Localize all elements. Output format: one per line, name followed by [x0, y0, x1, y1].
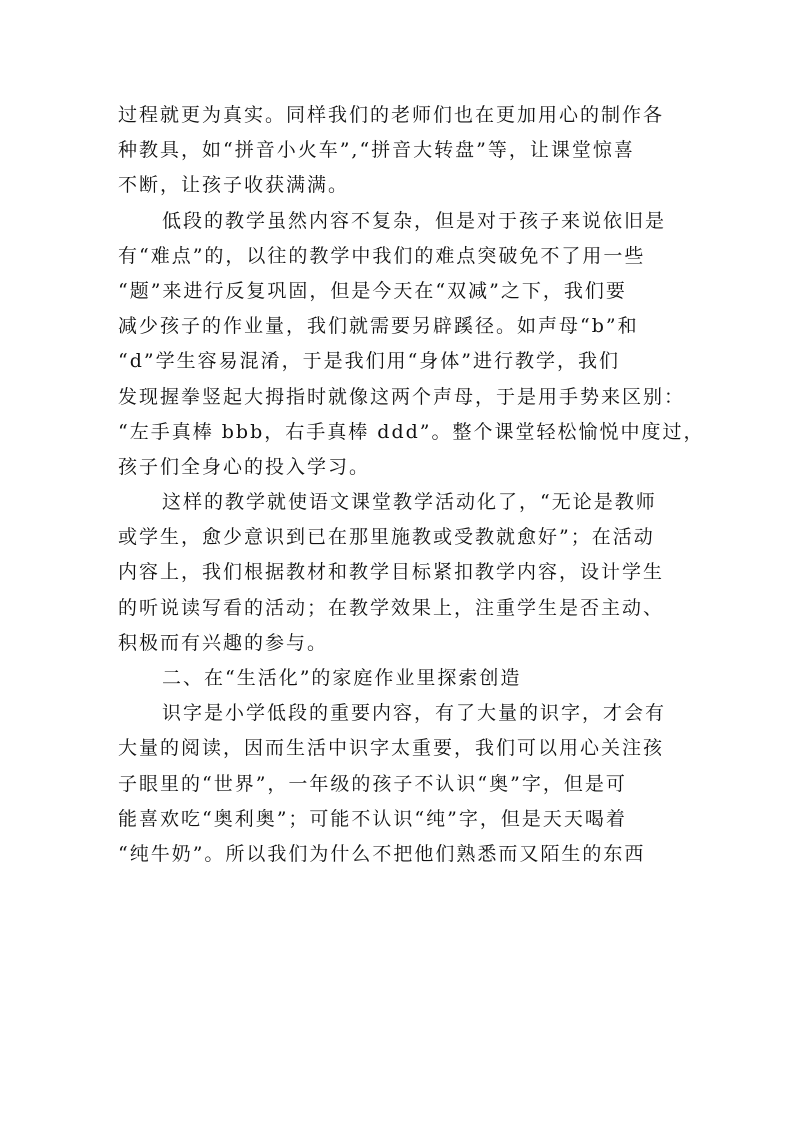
document-body	[118, 98, 705, 872]
text-line: 发现握拳竖起大拇指时就像这两个声母，于是用手势来区别：	[118, 385, 686, 408]
text-line: 大量的阅读，因而生活中识字太重要，我们可以用心关注孩	[118, 737, 665, 760]
paragraph-first-line: 低段的教学虽然内容不复杂，但是对于孩子来说依旧是	[162, 209, 667, 232]
text-line: 减少孩子的作业量，我们就需要另辟蹊径。如声母“b”和	[118, 315, 639, 338]
text-line: 积极而有兴趣的参与。	[118, 631, 329, 654]
text-line: 孩子们全身心的投入学习。	[118, 455, 371, 478]
paragraph-first-line: 这样的教学就使语文课堂教学活动化了，“无论是教师	[162, 491, 657, 514]
paragraph-first-line: 识字是小学低段的重要内容，有了大量的识字，才会有	[162, 702, 667, 725]
text-line: 种教具，如“拼音小火车”,“拼音大转盘”等，让课堂惊喜	[118, 139, 635, 162]
text-line: 的听说读写看的活动；在教学效果上，注重学生是否主动、	[118, 596, 665, 619]
text-line: “d”学生容易混淆，于是我们用“身体”进行教学，我们	[118, 350, 621, 373]
text-line: 或学生，愈少意识到已在那里施教或受教就愈好”；在活动	[118, 526, 655, 549]
text-line: 不断，让孩子收获满满。	[118, 174, 350, 197]
text-line: 子眼里的“世界”，一年级的孩子不认识“奥”字，但是可	[118, 772, 627, 795]
text-line: 过程就更为真实。同样我们的老师们也在更加用心的制作各	[118, 104, 665, 126]
text-line: 内容上，我们根据教材和教学目标紧扣教学内容，设计学生	[118, 561, 665, 584]
text-line: “题”来进行反复巩固，但是今天在“双减”之下，我们要	[118, 279, 627, 302]
text-line: “纯牛奶”。所以我们为什么不把他们熟悉而又陌生的东西	[118, 842, 646, 865]
text-line: 能喜欢吃“奥利奥”；可能不认识“纯”字，但是天天喝着	[118, 807, 627, 830]
section-heading: 二、在“生活化”的家庭作业里探索创造	[162, 667, 522, 689]
text-line: 有“难点”的，以往的教学中我们的难点突破免不了用一些	[118, 244, 646, 267]
text-line: “左手真棒 bbb，右手真棒 ddd”。整个课堂轻松愉悦中度过，	[118, 420, 705, 443]
